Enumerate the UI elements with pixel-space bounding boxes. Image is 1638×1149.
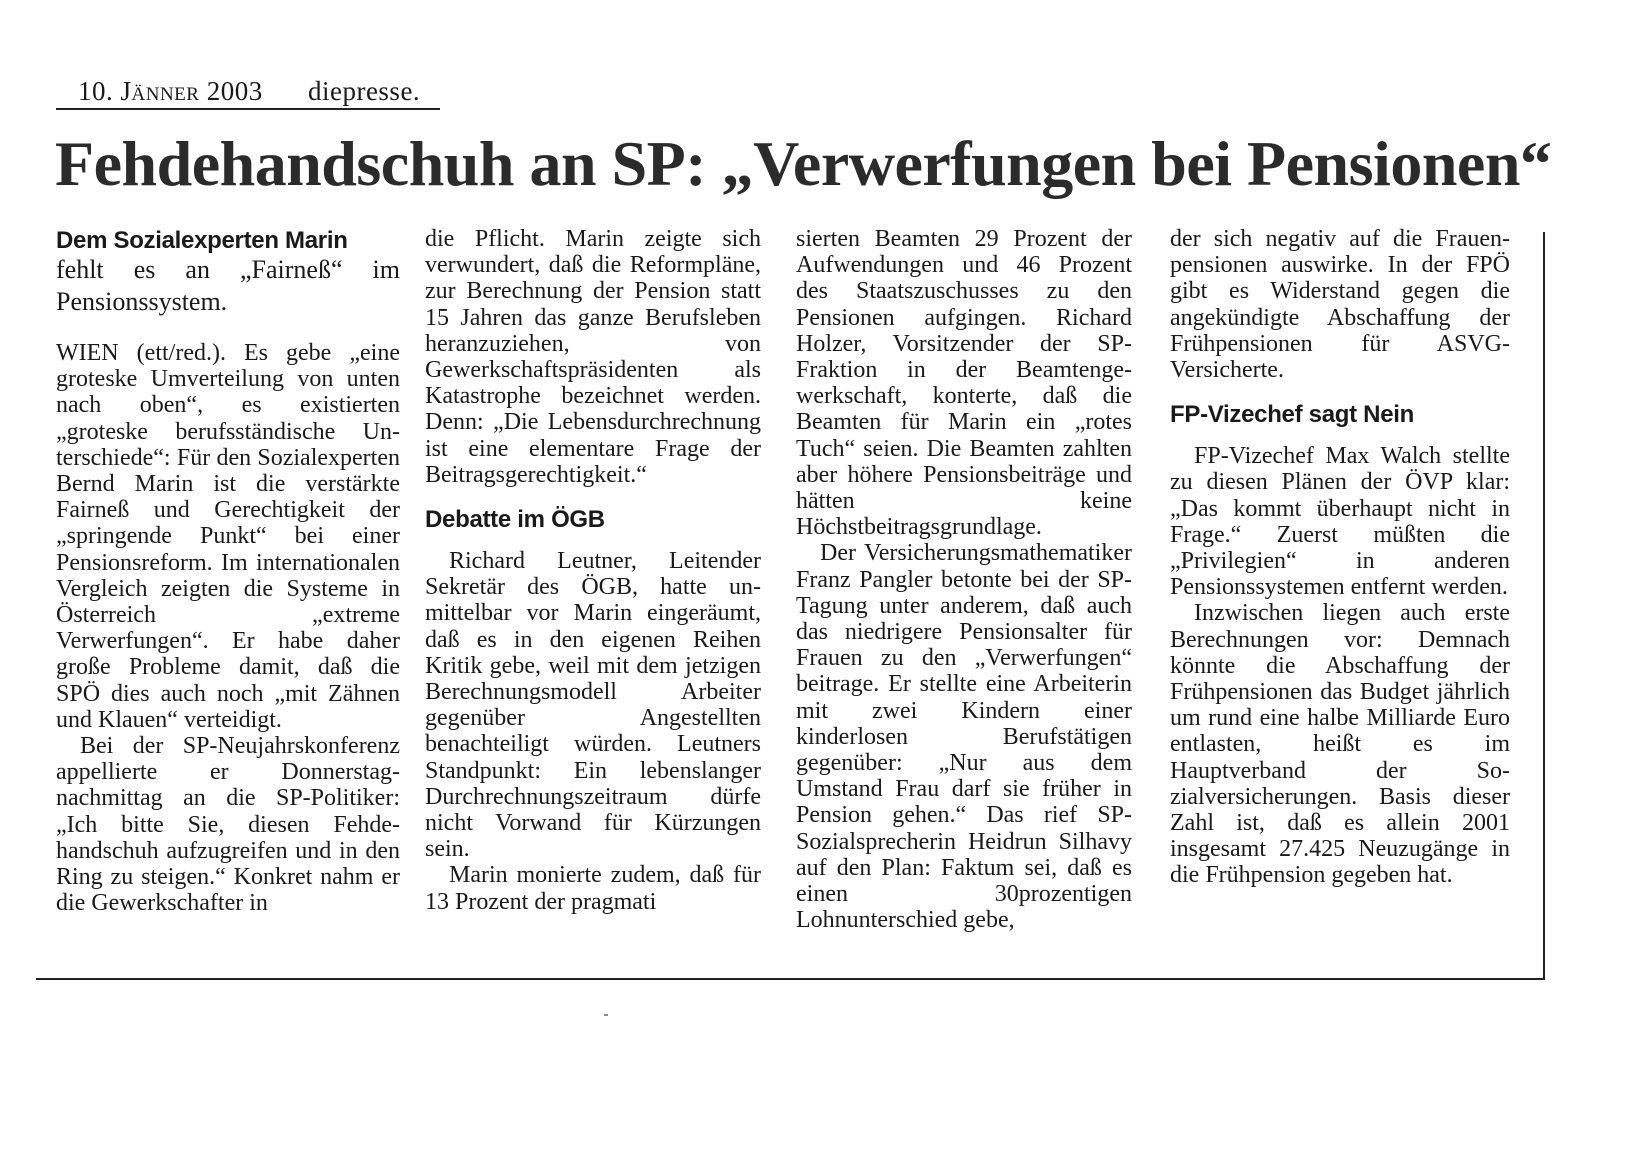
clipping-border-bottom — [36, 978, 1545, 980]
article-column-3 — [796, 226, 1132, 933]
kicker: Dem Sozialexperten Marin — [56, 227, 348, 254]
paragraph: die Pflicht. Marin zeigte sich verwundert, daß die Reformpläne, zur Berechnung der Pension statt 15 Jahren das ganze Berufsleben heranzuziehen, von Gewerkschaftspräsidenten als Katastrophe bezeichnet werden. Denn: „Die Lebensdurchrechnung ist eine elementare Frage der Beitragsgerechtigkeit.“ — [425, 226, 761, 488]
dateline-rule — [56, 108, 440, 110]
publication-source: diepresse. — [307, 76, 421, 106]
subheading-fp-vizechef: FP-Vizechef sagt Nein — [1170, 401, 1414, 429]
article-column-2 — [425, 226, 761, 915]
paragraph: Der Versicherungsmathematiker Franz Pangler betonte bei der SP-Tagung unter anderem, daß auch das niedrigere Pensionsalter für Frauen zu den „Verwerfungen“ beitrage. Er stellte eine Arbeiterin mit zwei Kindern einer kinderlosen Berufstätigen gegenüber: „Nur aus dem Umstand Frau darf sie früher in Pension gehen.“ Das rief SP-Sozialsprecherin Heidrun Silhavy auf den Plan: Faktum sei, daß es einen 30prozentigen Lohnunterschied gebe, — [796, 540, 1132, 934]
article-column-1 — [56, 228, 400, 916]
paragraph: WIEN (ett/red.). Es gebe „eine groteske Umverteilung von unten nach oben“, es existierten „groteske berufsständische Unterschiede“: Für den Sozialexperten Bernd Marin ist die verstärkte Fairneß und Gerechtigkeit der „springende Punkt“ bei einer Pensionsreform. Im internationalen Vergleich zeigten die Systeme in Österreich „extreme Verwerfungen“. Er habe daher große Probleme damit, daß die SPÖ dies auch noch „mit Zähnen und Klauen“ verteidigt. — [56, 340, 400, 733]
subheading-debatte: Debatte im ÖGB — [425, 506, 605, 534]
publication-date: 10. Jänner 2003 — [78, 76, 263, 106]
deck: fehlt es an „Fairneß“ im Pensionssystem. — [56, 255, 400, 316]
paragraph: Marin monierte zudem, daß für 13 Prozent der pragmati — [425, 862, 761, 915]
dateline — [78, 76, 420, 107]
paragraph: Richard Leutner, Leitender Sekretär des ÖGB, hatte unmittelbar vor Marin eingeräumt, daß es in den eigenen Reihen Kritik gebe, weil mit dem jetzigen Berechnungsmodell Arbeiter gegenüber Angestellten benachteiligt würden. Leutners Standpunkt: Ein lebenslanger Durchrechnungszeitraum dürfe nicht Vorwand für Kürzungen sein. — [425, 548, 761, 863]
paragraph: Inzwischen liegen auch erste Berechnungen vor: Demnach könnte die Abschaffung der Frühpensionen das Budget jährlich um rund eine halbe Milliarde Euro entlasten, heißt es im Hauptverband der Sozialversicherungen. Basis dieser Zahl ist, daß es allein 2001 insgesamt 27.425 Neuzugänge in die Frühpension gegeben hat. — [1170, 600, 1510, 889]
clipping-border-right — [1543, 232, 1545, 980]
article-column-4 — [1170, 226, 1510, 889]
paragraph: Bei der SP-Neujahrskonferenz appellierte er Donnerstagnachmittag an die SP-Politiker: „Ich bitte Sie, diesen Fehdehandschuh aufzugreifen und in den Ring zu steigen.“ Konkret nahm er die Gewerkschafter in — [56, 733, 400, 917]
paragraph: sierten Beamten 29 Prozent der Aufwendungen und 46 Prozent des Staatszuschusses zu den Pensionen aufgingen. Richard Holzer, Vorsitzender der SP-Fraktion in der Beamtengewerkschaft, konterte, daß die Beamten für Marin ein „rotes Tuch“ seien. Die Beamten zahlten aber höhere Pensionsbeiträge und hätten keine Höchstbeitragsgrundlage. — [796, 226, 1132, 541]
headline: Fehdehandschuh an SP: „Verwerfungen bei Pensionen“ — [55, 128, 1552, 199]
paragraph: FP-Vizechef Max Walch stellte zu diesen Plänen der ÖVP klar: „Das kommt überhaupt nicht in Frage.“ Zuerst müßten die „Privilegien“ in anderen Pensionssystemen entfernt werden. — [1170, 443, 1510, 601]
scan-speck — [604, 1014, 608, 1016]
paragraph: der sich negativ auf die Frauenpensionen auswirke. In der FPÖ gibt es Widerstand gegen die angekündigte Abschaffung der Frühpensionen für ASVG-Versicherte. — [1170, 226, 1510, 384]
